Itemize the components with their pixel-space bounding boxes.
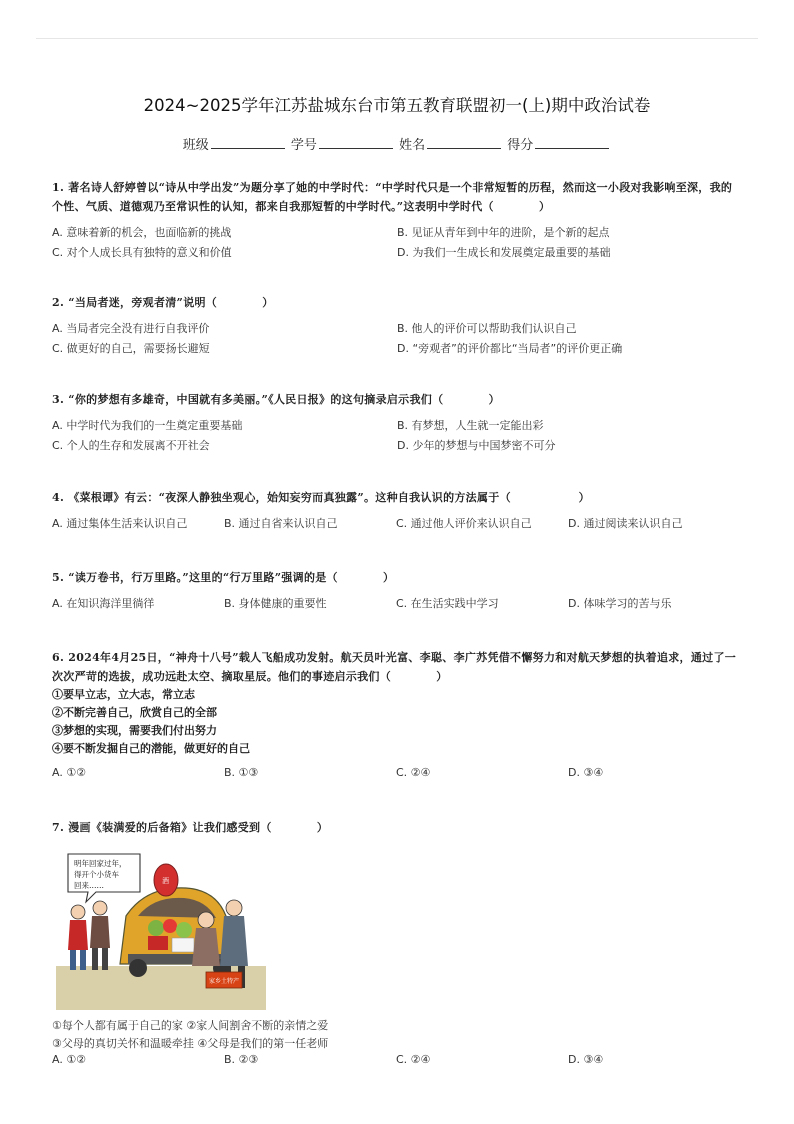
gift-box-label: 家乡土特产: [209, 978, 240, 985]
statement-1: ①要早立志，立大志，常立志: [52, 688, 195, 701]
question-6: [52, 648, 742, 779]
question-7-options-wrap: [52, 1053, 742, 1066]
field-class-label: 班级: [182, 138, 209, 153]
question-2: [52, 293, 742, 356]
question-stem: 1. 著名诗人舒婷曾以“诗从中学出发”为题分享了她的中学时代：“中学时代只是一个非常短暂的历程，然而这一小段对我影响至深，我的个性、气质、道德观乃至常识性的认知，都来自我那短暂的中学时代。”这表明中学时代（ ）: [52, 181, 733, 213]
option-a[interactable]: A. 在知识海洋里徜徉: [52, 597, 155, 610]
top-divider: [36, 38, 758, 39]
option-b[interactable]: B. 有梦想，人生就一定能出彩: [397, 419, 544, 432]
bubble-line-1: 明年回家过年，: [74, 859, 127, 868]
student-info-line: [0, 134, 794, 153]
option-b[interactable]: B. ①③: [224, 766, 259, 779]
question-4: [52, 488, 742, 531]
option-b[interactable]: B. 通过自省来认识自己: [224, 517, 338, 530]
option-d[interactable]: D. 通过阅读来认识自己: [568, 517, 683, 530]
cartoon-trunk-of-love: [56, 846, 266, 1010]
option-a[interactable]: A. 当局者完全没有进行自我评价: [52, 322, 210, 335]
options: [52, 766, 742, 779]
option-a[interactable]: A. ①②: [52, 1053, 87, 1066]
options: [52, 417, 742, 453]
question-7: [52, 818, 742, 837]
statement-line-2: ③父母的真切关怀和温暖牵挂 ④父母是我们的第一任老师: [52, 1037, 329, 1050]
question-5: [52, 568, 742, 611]
options: [52, 515, 742, 531]
option-c[interactable]: C. 做更好的自己，需要扬长避短: [52, 342, 210, 355]
exam-title: 2024~2025学年江苏盐城东台市第五教育联盟初一(上)期中政治试卷: [143, 96, 651, 115]
question-stem: 3. “你的梦想有多雄奇，中国就有多美丽。”《人民日报》的这句摘录启示我们（ ）: [52, 393, 500, 406]
field-number-label: 学号: [290, 138, 317, 153]
question-stem: 5. “读万卷书，行万里路。”这里的“行万里路”强调的是（ ）: [52, 571, 395, 584]
question-1: [52, 178, 742, 260]
statement-line-1: ①每个人都有属于自己的家 ②家人间割舍不断的亲情之爱: [52, 1019, 329, 1032]
option-b[interactable]: B. 身体健康的重要性: [224, 597, 327, 610]
option-a[interactable]: A. ①②: [52, 766, 87, 779]
question-stem: 6. 2024年4月25日，“神舟十八号”载人飞船成功发射。航天员叶光富、李聪、李广苏凭借不懈努力和对航天梦想的执着追求，通过了一次次严苛的选拔，成功远赴太空、摘取星辰。他们的事迹启示我们（ ）: [52, 651, 737, 683]
jar-label: 酒: [162, 877, 169, 885]
option-c[interactable]: C. 个人的生存和发展离不开社会: [52, 439, 210, 452]
option-c[interactable]: C. ②④: [396, 1053, 431, 1066]
option-a[interactable]: A. 意味着新的机会，也面临新的挑战: [52, 226, 232, 239]
bubble-line-2: 得开个小货车: [74, 870, 119, 879]
options: [52, 1053, 742, 1066]
field-class-blank[interactable]: [211, 136, 285, 149]
field-score-label: 得分: [507, 138, 534, 153]
option-d[interactable]: D. 体味学习的苦与乐: [568, 597, 672, 610]
options: [52, 320, 742, 356]
statement-4: ④要不断发掘自己的潜能，做更好的自己: [52, 742, 250, 755]
option-b[interactable]: B. 他人的评价可以帮助我们认识自己: [397, 322, 577, 335]
options: [52, 595, 742, 611]
option-b[interactable]: B. 见证从青年到中年的进阶，是个新的起点: [397, 226, 610, 239]
option-c[interactable]: C. ②④: [396, 766, 431, 779]
question-7-statements: [52, 1017, 328, 1053]
bubble-line-3: 回来……: [74, 881, 104, 890]
option-d[interactable]: D. ③④: [568, 1053, 604, 1066]
field-number-blank[interactable]: [319, 136, 393, 149]
option-c[interactable]: C. 通过他人评价来认识自己: [396, 517, 532, 530]
option-b[interactable]: B. ②③: [224, 1053, 259, 1066]
question-stem: 2. “当局者迷，旁观者清”说明（ ）: [52, 296, 274, 309]
options: [52, 224, 742, 260]
question-3: [52, 390, 742, 453]
option-d[interactable]: D. “旁观者”的评价都比“当局者”的评价更正确: [397, 342, 623, 355]
option-d[interactable]: D. 少年的梦想与中国梦密不可分: [397, 439, 556, 452]
statement-2: ②不断完善自己，欣赏自己的全部: [52, 706, 217, 719]
statement-3: ③梦想的实现，需要我们付出努力: [52, 724, 217, 737]
option-a[interactable]: A. 中学时代为我们的一生奠定重要基础: [52, 419, 243, 432]
field-name-blank[interactable]: [427, 136, 501, 149]
field-score-blank[interactable]: [535, 136, 609, 149]
option-a[interactable]: A. 通过集体生活来认识自己: [52, 517, 188, 530]
question-stem: 7. 漫画《装满爱的后备箱》让我们感受到（ ）: [52, 821, 329, 834]
option-c[interactable]: C. 在生活实践中学习: [396, 597, 499, 610]
field-name-label: 姓名: [399, 138, 426, 153]
option-d[interactable]: D. 为我们一生成长和发展奠定最重要的基础: [397, 246, 611, 259]
option-c[interactable]: C. 对个人成长具有独特的意义和价值: [52, 246, 232, 259]
question-stem: 4. 《菜根谭》有云：“夜深人静独坐观心，始知妄穷而真独露”。这种自我认识的方法属于（ ）: [52, 491, 590, 504]
option-d[interactable]: D. ③④: [568, 766, 604, 779]
